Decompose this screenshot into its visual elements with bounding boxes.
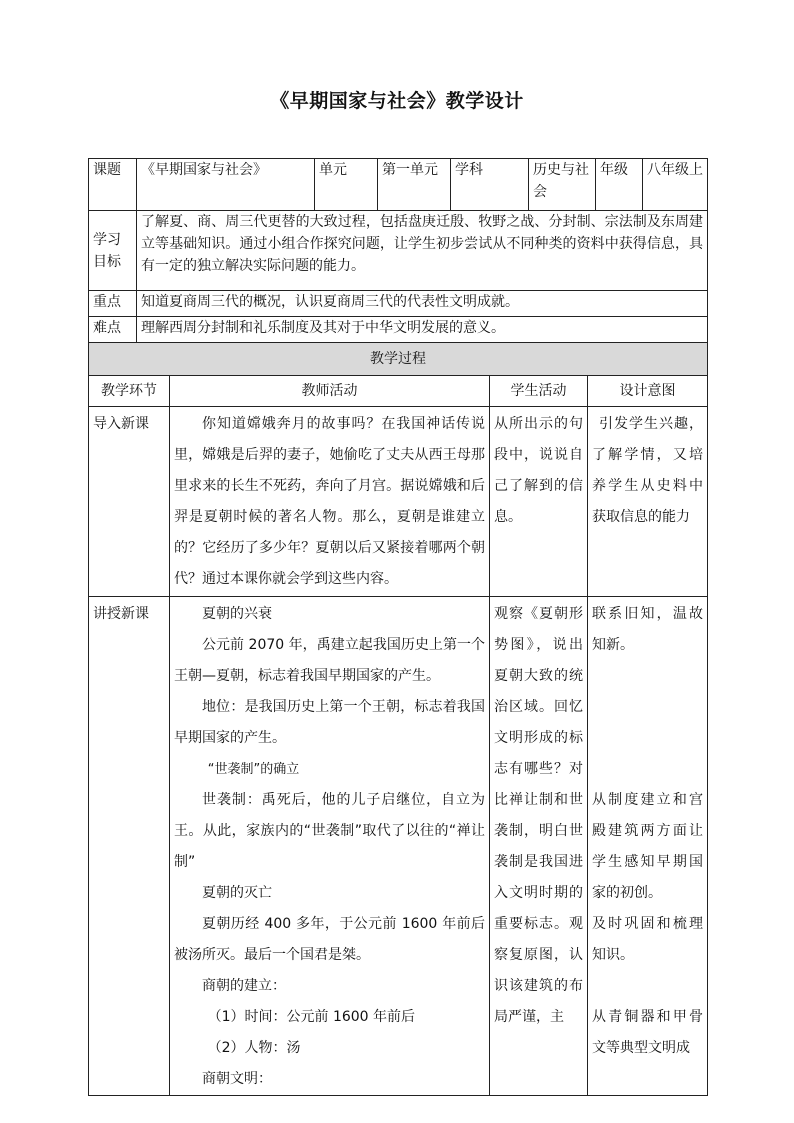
shang-time: （1）时间：公元前 1600 年前后 xyxy=(207,1009,416,1025)
topic-label: 课题 xyxy=(89,159,137,211)
unit-value: 第一单元 xyxy=(378,159,451,211)
lecture-teacher-cell xyxy=(170,597,490,1096)
xia-rise: 夏朝的兴衰 xyxy=(202,606,272,622)
purpose-2: 从制度建立和宫殿建筑两方面让学生感知早期国家的初创。 xyxy=(592,792,703,901)
xia-found: 公元前 2070 年，禹建立起我国历史上第一个王朝—夏朝，标志着我国早期国家的产生。 xyxy=(174,637,485,684)
xia-status: 地位：是我国历史上第一个王朝，标志着我国早期国家的产生。 xyxy=(174,699,485,746)
col-header-teacher: 教师活动 xyxy=(170,376,490,407)
purpose-1: 联系旧知，温故知新。 xyxy=(592,606,703,653)
difficulties-text: 理解西周分封制和礼乐制度及其对于中华文明发展的意义。 xyxy=(137,317,708,343)
shang-person: （2）人物：汤 xyxy=(207,1040,301,1056)
purpose-3: 及时巩固和梳理知识。 xyxy=(592,916,703,963)
info-table xyxy=(88,158,708,343)
grade-value: 八年级上 xyxy=(643,159,708,211)
intro-teacher-cell xyxy=(170,407,490,597)
intro-purpose-cell xyxy=(588,407,708,597)
intro-student: 从所出示的句段中，说说自己了解到的信息。 xyxy=(490,407,588,597)
objectives-text: 了解夏、商、周三代更替的大致过程，包括盘庚迁殷、牧野之战、分封制、宗法制及东周建立等基础知识。通过小组合作探究问题，让学生初步尝试从不同种类的资料中获得信息，具有一定的独立解决实际问题的能力。 xyxy=(137,211,708,291)
difficulties-label: 难点 xyxy=(89,317,137,343)
process-title: 教学过程 xyxy=(89,343,708,376)
xia-fall: 夏朝的灭亡 xyxy=(202,885,272,901)
lecture-stage: 讲授新课 xyxy=(89,597,170,1096)
shang-civ: 商朝文明： xyxy=(202,1071,272,1087)
process-table xyxy=(88,342,708,1096)
topic-value: 《早期国家与社会》 xyxy=(137,159,315,211)
intro-purpose: 引发学生兴趣，了解学情，又培养学生从史料中获取信息的能力 xyxy=(592,416,703,525)
col-header-student: 学生活动 xyxy=(490,376,588,407)
subject-value: 历史与社会 xyxy=(529,159,596,211)
shixi-text: 世袭制：禹死后，他的儿子启继位，自立为王。从此，家族内的“世袭制”取代了以往的“禅让制” xyxy=(174,792,485,870)
col-header-purpose: 设计意图 xyxy=(588,376,708,407)
document-title: 《早期国家与社会》教学设计 xyxy=(270,90,524,112)
shang-found: 商朝的建立： xyxy=(202,978,286,994)
unit-label: 单元 xyxy=(315,159,378,211)
shixi-title: “世袭制”的确立 xyxy=(207,762,300,777)
col-header-stage: 教学环节 xyxy=(89,376,170,407)
intro-stage: 导入新课 xyxy=(89,407,170,597)
intro-teacher-text: 你知道嫦娥奔月的故事吗？在我国神话传说里，嫦娥是后羿的妻子，她偷吃了丈夫从西王母那里求来的长生不死药，奔向了月宫。据说嫦娥和后羿是夏朝时候的著名人物。那么，夏朝是谁建立的？它经历了多少年？夏朝以后又紧接着哪两个朝代？通过本课你就会学到这些内容。 xyxy=(174,416,485,587)
lecture-student: 观察《夏朝形势图》，说出夏朝大致的统治区域。回忆文明形成的标志有哪些？对比禅让制和世袭制，明白世袭制是我国进入文明时期的重要标志。观察复原图，认识该建筑的布局严谨，主 xyxy=(490,597,588,1096)
key-points-label: 重点 xyxy=(89,291,137,317)
objectives-label: 学习目标 xyxy=(89,211,137,291)
subject-label: 学科 xyxy=(451,159,529,211)
purpose-4: 从青铜器和甲骨文等典型文明成 xyxy=(592,1009,703,1056)
key-points-text: 知道夏商周三代的概况，认识夏商周三代的代表性文明成就。 xyxy=(137,291,708,317)
lecture-purpose-cell xyxy=(588,597,708,1096)
grade-label: 年级 xyxy=(596,159,643,211)
xia-end: 夏朝历经 400 多年，于公元前 1600 年前后被汤所灭。最后一个国君是桀。 xyxy=(174,916,485,963)
